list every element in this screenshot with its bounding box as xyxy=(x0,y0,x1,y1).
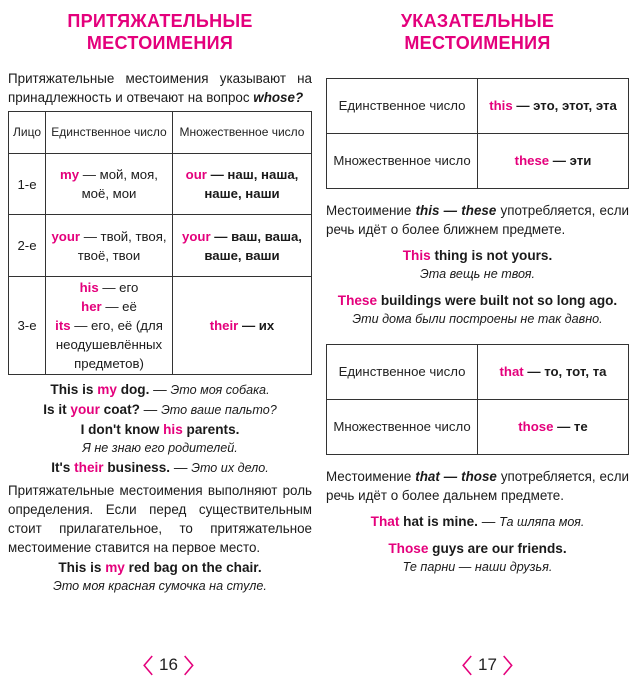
table-row xyxy=(327,134,629,189)
plural-cell: your — ваш, ваша, ваше, ваши xyxy=(173,215,312,277)
example: This is my dog. — Это моя собака. xyxy=(50,382,270,397)
person-cell: 1-е xyxy=(9,154,46,215)
table-row xyxy=(9,154,312,215)
value-cell: that — то, тот, та xyxy=(478,345,629,400)
demonstrative-table-near xyxy=(326,78,629,189)
table-header: Единственное число xyxy=(46,112,173,154)
page-title: ПРИТЯЖАТЕЛЬНЫЕ МЕСТОИМЕНИЯ xyxy=(67,11,253,53)
example: It's their business. — Это их дело. xyxy=(51,460,269,475)
plural-cell: their — их xyxy=(173,277,312,375)
example: Is it your coat? — Это ваше пальто? xyxy=(43,402,277,417)
intro-text: Притяжательные местоимения указывают на принадлежность и отвечают на вопрос whose? xyxy=(8,71,312,105)
singular-cell: my — мой, моя, моё, мои xyxy=(46,154,173,215)
chevron-left-icon[interactable]: 〈 xyxy=(452,656,472,678)
table-row xyxy=(327,79,629,134)
label-cell: Единственное число xyxy=(327,79,478,134)
label-cell: Множественное число xyxy=(327,134,478,189)
table-header: Лицо xyxy=(9,112,46,154)
paragraph: Местоимение this — these употребляется, если речь идёт о более ближнем предмете. xyxy=(326,203,629,237)
page-number-right[interactable]: 〈 17 〉 xyxy=(452,650,523,679)
chevron-right-icon[interactable]: 〉 xyxy=(183,656,204,678)
right-page xyxy=(326,0,629,577)
table-row xyxy=(9,277,312,375)
table-header: Множественное число xyxy=(173,112,312,154)
singular-cell: his — его her — её its — его, её (для неодушевлённых предметов) xyxy=(46,277,173,375)
value-cell: these — эти xyxy=(478,134,629,189)
example: These buildings were built not so long ago. Эти дома были построены не так давно. xyxy=(337,293,618,326)
table-row xyxy=(9,215,312,277)
person-cell: 3-е xyxy=(9,277,46,375)
table-row xyxy=(327,345,629,400)
paragraph: Местоимение that — those употребляется, если речь идёт о более дальнем предмете. xyxy=(326,469,629,503)
table-header-row xyxy=(9,112,312,154)
page-title: УКАЗАТЕЛЬНЫЕ МЕСТОИМЕНИЯ xyxy=(400,11,555,53)
possessive-table xyxy=(8,111,312,375)
page-number-left[interactable]: 〈 16 〉 xyxy=(133,650,204,679)
example: I don't know his parents. Я не знаю его родителей. xyxy=(80,422,240,455)
example: This thing is not yours. Эта вещь не твоя. xyxy=(402,248,553,281)
left-page xyxy=(8,0,312,596)
example: That hat is mine. — Та шляпа моя. xyxy=(370,514,585,529)
chevron-left-icon[interactable]: 〈 xyxy=(133,656,153,678)
label-cell: Множественное число xyxy=(327,400,478,455)
plural-cell: our — наш, наша, наше, наши xyxy=(173,154,312,215)
value-cell: this — это, этот, эта xyxy=(478,79,629,134)
example: Those guys are our friends. Те парни — наши друзья. xyxy=(388,541,567,574)
table-row xyxy=(327,400,629,455)
value-cell: those — те xyxy=(478,400,629,455)
demonstrative-table-far xyxy=(326,344,629,455)
singular-cell: your — твой, твоя, твоё, твои xyxy=(46,215,173,277)
person-cell: 2-е xyxy=(9,215,46,277)
examples xyxy=(8,380,312,478)
paragraph: Притяжательные местоимения выполняют роль определения. Если перед существительным стоит прилагательное, то притяжательное местоимение ставится на первое место. xyxy=(8,483,312,555)
example: This is my red bag on the chair. Это моя красная сумочка на стуле. xyxy=(53,560,267,593)
label-cell: Единственное число xyxy=(327,345,478,400)
chevron-right-icon[interactable]: 〉 xyxy=(502,656,523,678)
